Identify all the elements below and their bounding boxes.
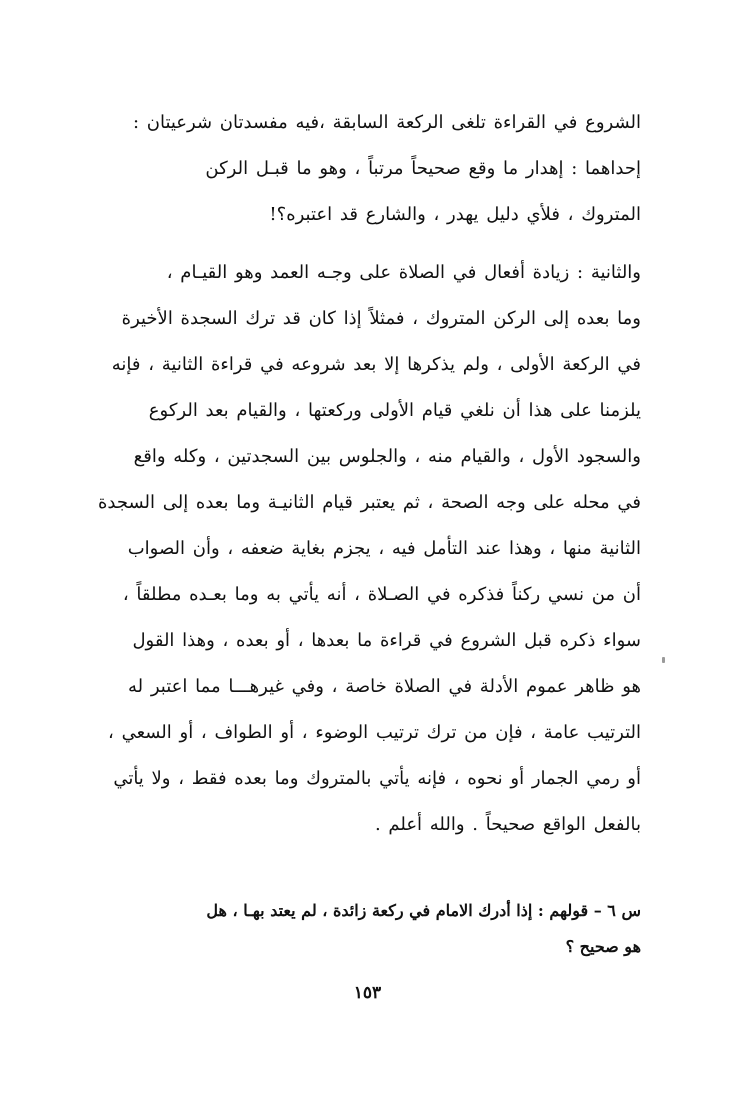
text-line: في محله على وجه الصحة ، ثم يعتبر قيام الثانيـة وما بعده إلى السجدة — [97, 492, 641, 513]
text-line: الثانية منها ، وهذا عند التأمل فيه ، يجزم بغاية ضعفه ، وأن الصواب — [127, 538, 641, 559]
paragraph-intro — [96, 100, 641, 146]
text-line: وما بعده إلى الركن المتروك ، فمثلاً إذا كان قد ترك السجدة الأخيرة — [121, 308, 641, 329]
text-line: هو ظاهر عموم الأدلة في الصلاة خاصة ، وفي غيرهـــا مما اعتبر له — [128, 676, 641, 697]
text-line: يلزمنا على هذا أن نلغي قيام الأولى وركعتها ، والقيام بعد الركوع — [148, 400, 641, 421]
text-line: المتروك ، فلأي دليل يهدر ، والشارع قد اعتبره؟! — [269, 204, 641, 225]
question-heading — [96, 893, 641, 965]
text-line: أو رمي الجمار أو نحوه ، فإنه يأتي بالمتروك وما بعده فقط ، ولا يأتي — [113, 768, 641, 789]
text-line: أن من نسي ركناً فذكره في الصـلاة ، أنه يأتي به وما بعـده مطلقاً ، — [122, 584, 641, 605]
text-line: في الركعة الأولى ، ولم يذكرها إلا بعد شروعه في قراءة الثانية ، فإنه — [111, 354, 641, 375]
text-line: الشروع في القراءة تلغى الركعة السابقة ،فيه مفسدتان شرعيتان : — [132, 112, 641, 133]
body-text — [96, 100, 641, 848]
text-line: والسجود الأول ، والقيام منه ، والجلوس بين السجدتين ، وكله واقع — [133, 446, 641, 467]
text-line: إحداهما : إهدار ما وقع صحيحاً مرتباً ، وهو ما قبـل الركن — [205, 158, 641, 179]
paragraph-second-point — [96, 250, 641, 848]
paragraph-first-point — [96, 146, 641, 238]
question-line: هو صحيح ؟ — [565, 937, 641, 956]
text-line: والثانية : زيادة أفعال في الصلاة على وجـه العمد وهو القيـام ، — [166, 262, 641, 283]
text-line: الترتيب عامة ، فإن من ترك ترتيب الوضوء ، أو الطواف ، أو السعي ، — [108, 722, 641, 743]
page-number: ١٥٣ — [353, 983, 382, 1003]
text-line: سواء ذكره قبل الشروع في قراءة ما بعدها ، أو بعده ، وهذا القول — [132, 630, 641, 651]
text-line: بالفعل الواقع صحيحاً . والله أعلم . — [374, 814, 641, 835]
question-line: س ٦ – قولهم : إذا أدرك الامام في ركعة زائدة ، لم يعتد بهـا ، هل — [206, 901, 641, 920]
margin-mark — [662, 657, 665, 663]
